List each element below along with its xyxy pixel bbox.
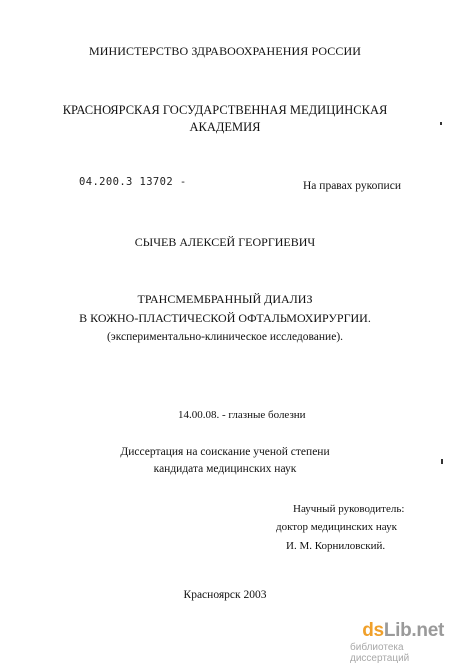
dissertation-title-line2: В КОЖНО-ПЛАСТИЧЕСКОЙ ОФТАЛЬМОХИРУРГИИ. xyxy=(79,311,371,325)
dslib-watermark[interactable] xyxy=(350,620,450,664)
degree-statement-line2: кандидата медицинских наук xyxy=(153,463,297,475)
supervisor-label: Научный руководитель: xyxy=(293,503,405,515)
city-year: Красноярск 2003 xyxy=(183,589,267,601)
manuscript-rights-note: На правах рукописи xyxy=(303,180,401,192)
author-name: СЫЧЕВ АЛЕКСЕЙ ГЕОРГИЕВИЧ xyxy=(134,235,316,249)
academy-heading-line1: КРАСНОЯРСКАЯ ГОСУДАРСТВЕННАЯ МЕДИЦИНСКАЯ xyxy=(62,103,388,117)
supervisor-name: И. М. Корниловский. xyxy=(286,540,386,552)
specialty-code: 14.00.08. - глазные болезни xyxy=(178,409,306,421)
dslib-logo-main: Lib.net xyxy=(383,620,444,641)
dslib-logo xyxy=(362,620,444,642)
academy-heading-line2: АКАДЕМИЯ xyxy=(189,120,261,134)
degree-statement-line1: Диссертация на соискание ученой степени xyxy=(120,446,330,458)
dissertation-title-line1: ТРАНСМЕМБРАННЫЙ ДИАЛИЗ xyxy=(137,292,313,306)
registration-stamp-number: 04.200.3 13702 - xyxy=(79,176,187,188)
dslib-logo-prefix: ds xyxy=(362,620,384,641)
scan-speck xyxy=(440,122,442,125)
scan-speck xyxy=(441,459,443,464)
supervisor-degree: доктор медицинских наук xyxy=(276,521,397,533)
dslib-subtitle: библиотека диссертаций xyxy=(350,642,410,664)
dissertation-subtitle: (экспериментально-клиническое исследование). xyxy=(106,331,344,343)
ministry-heading: МИНИСТЕРСТВО ЗДРАВООХРАНЕНИЯ РОССИИ xyxy=(88,44,362,58)
